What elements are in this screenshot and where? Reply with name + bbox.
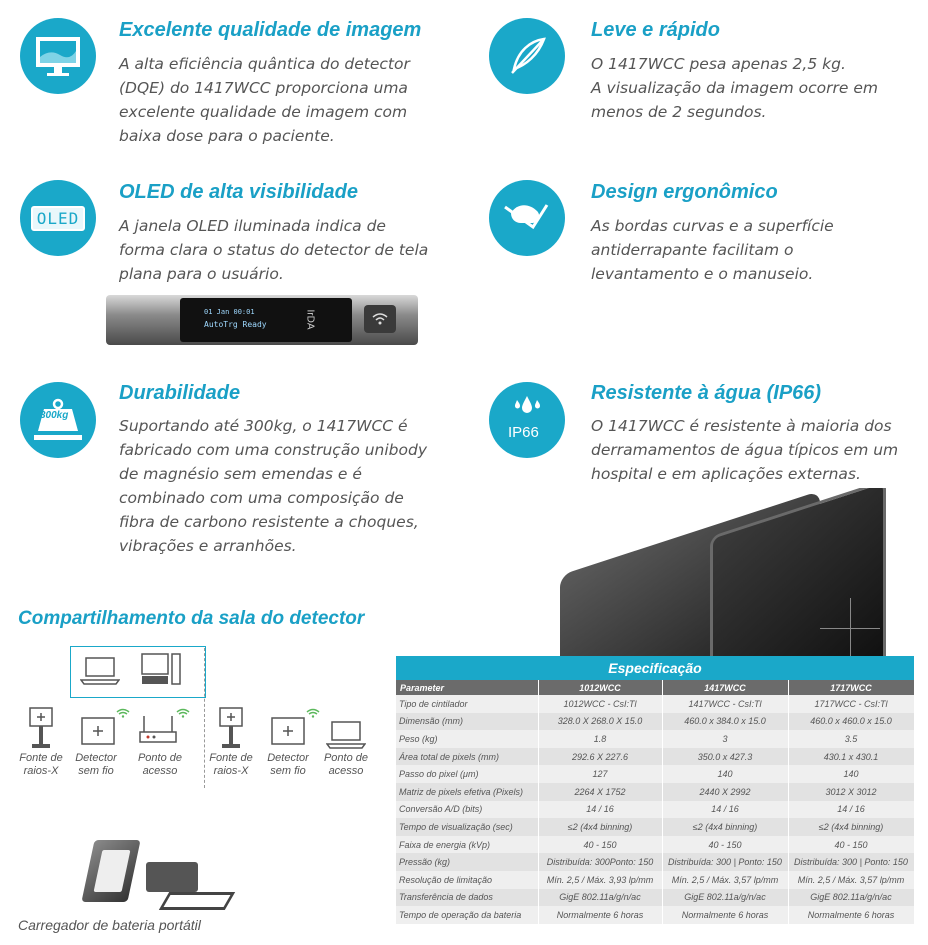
table-row — [396, 783, 914, 801]
value-cell: 1.8 — [538, 730, 662, 748]
diagram-label: Fonte de raios-X — [209, 752, 253, 777]
value-cell: GigE 802.11a/g/n/ac — [538, 889, 662, 907]
parameter-cell: Pressão (kg) — [396, 853, 538, 871]
value-cell: 460.0 x 460.0 x 15.0 — [788, 713, 914, 731]
feature-description: As bordas curvas e a superfície antiderrapante facilitam o levantamento e o manuseio. — [591, 217, 834, 283]
value-cell: 1012WCC - CsI:Tl — [538, 695, 662, 713]
hand-icon — [489, 180, 565, 256]
feature-title: OLED de alta visibilidade — [119, 181, 358, 203]
table-row — [396, 853, 914, 871]
feather-icon — [489, 18, 565, 94]
diagram-label: Fonte de raios-X — [19, 752, 63, 777]
feature-description: O 1417WCC pesa apenas 2,5 kg. A visualização da imagem ocorre em menos de 2 segundos. — [591, 55, 878, 121]
column-header: 1417WCC — [662, 680, 788, 695]
wifi-icon — [116, 708, 130, 718]
parameter-cell: Faixa de energia (kVp) — [396, 836, 538, 854]
value-cell: 350.0 x 427.3 — [662, 748, 788, 766]
parameter-cell: Resolução de limitação — [396, 871, 538, 889]
oled-window — [180, 298, 352, 342]
value-cell: 328.0 X 268.0 X 15.0 — [538, 713, 662, 731]
value-cell: GigE 802.11a/g/n/ac — [662, 889, 788, 907]
wifi-icon — [176, 708, 190, 718]
value-cell: GigE 802.11a/g/n/ac — [788, 889, 914, 907]
wifi-button-icon — [364, 305, 396, 333]
parameter-cell: Tempo de visualização (sec) — [396, 818, 538, 836]
value-cell: 40 - 150 — [662, 836, 788, 854]
value-cell: 14 / 16 — [538, 801, 662, 819]
specification-table — [396, 656, 914, 924]
oled-icon-text: OLED — [36, 208, 80, 228]
value-cell: Normalmente 6 horas — [538, 906, 662, 924]
table-row — [396, 818, 914, 836]
detector-icon — [270, 716, 306, 746]
value-cell: 1717WCC - CsI:Tl — [788, 695, 914, 713]
xray-source-icon — [26, 706, 56, 750]
table-row — [396, 906, 914, 924]
parameter-cell: Dimensão (mm) — [396, 713, 538, 731]
value-cell: ≤2 (4x4 binning) — [788, 818, 914, 836]
spec-title: Especificação — [396, 656, 914, 680]
oled-display-strip — [106, 295, 418, 345]
value-cell: 140 — [788, 765, 914, 783]
irda-label: IrDA — [304, 309, 316, 330]
value-cell: 140 — [662, 765, 788, 783]
monitor-icon — [20, 18, 96, 94]
value-cell: Distribuída: 300 | Ponto: 150 — [662, 853, 788, 871]
battery-charger-image — [80, 838, 240, 908]
table-row — [396, 713, 914, 731]
feature-title: Excelente qualidade de imagem — [119, 19, 422, 41]
column-header: 1717WCC — [788, 680, 914, 695]
value-cell: Mín. 2,5 / Máx. 3,57 lp/mm — [662, 871, 788, 889]
diagram-label: Detector sem fio — [267, 752, 309, 777]
workstation-icon — [138, 652, 184, 688]
charger-caption: Carregador de bateria portátil — [18, 917, 201, 933]
value-cell: Normalmente 6 horas — [788, 906, 914, 924]
value-cell: ≤2 (4x4 binning) — [538, 818, 662, 836]
parameter-cell: Transferência de dados — [396, 889, 538, 907]
oled-icon — [20, 180, 96, 256]
value-cell: 40 - 150 — [538, 836, 662, 854]
parameter-cell: Tipo de cintilador — [396, 695, 538, 713]
water-drop-icon — [489, 382, 565, 458]
parameter-cell: Área total de pixels (mm) — [396, 748, 538, 766]
detector-product-image — [550, 488, 928, 658]
parameter-cell: Peso (kg) — [396, 730, 538, 748]
value-cell: 14 / 16 — [662, 801, 788, 819]
column-header: Parameter — [396, 680, 538, 695]
laptop-icon — [326, 720, 366, 750]
table-row — [396, 695, 914, 713]
table-row — [396, 801, 914, 819]
wifi-icon — [306, 708, 320, 718]
value-cell: Mín. 2,5 / Máx. 3,57 lp/mm — [788, 871, 914, 889]
value-cell: ≤2 (4x4 binning) — [662, 818, 788, 836]
value-cell: Mín. 2,5 / Máx. 3,93 lp/mm — [538, 871, 662, 889]
feature-description: Suportando até 300kg, o 1417WCC é fabricado com uma construção unibody de magnésio sem emendas e é combinado com uma composição de fibra de carbono resistente a choques, vibrações e arranhões. — [119, 417, 428, 555]
table-row — [396, 836, 914, 854]
value-cell: 127 — [538, 765, 662, 783]
section-title: Compartilhamento da sala do detector — [18, 608, 365, 629]
feature-description: A alta eficiência quântica do detector (DQE) do 1417WCC proporciona uma excelente qualidade de imagem com baixa dose para o paciente. — [119, 55, 410, 145]
value-cell: 460.0 x 384.0 x 15.0 — [662, 713, 788, 731]
oled-line-1: 01 Jan 00:01 — [204, 308, 255, 316]
value-cell: Distribuída: 300Ponto: 150 — [538, 853, 662, 871]
table-row — [396, 889, 914, 907]
feature-description: O 1417WCC é resistente à maioria dos derramamentos de água típicos em um hospital e em aplicações externas. — [591, 417, 899, 483]
feature-title: Design ergonômico — [591, 181, 778, 203]
parameter-cell: Tempo de operação da bateria — [396, 906, 538, 924]
diagram-label: Ponto de acesso — [137, 752, 183, 777]
value-cell: Distribuída: 300 | Ponto: 150 — [788, 853, 914, 871]
laptop-icon — [80, 656, 120, 686]
oled-line-2: AutoTrg Ready — [204, 320, 267, 329]
access-point-icon — [138, 714, 178, 746]
weight-label: 300kg — [40, 410, 69, 421]
value-cell: 14 / 16 — [788, 801, 914, 819]
value-cell: 2264 X 1752 — [538, 783, 662, 801]
feature-description: A janela OLED iluminada indica de forma clara o status do detector de tela plana para o usuário. — [119, 217, 429, 283]
detector-icon — [80, 716, 116, 746]
feature-title: Durabilidade — [119, 382, 241, 404]
value-cell: 3 — [662, 730, 788, 748]
value-cell: 40 - 150 — [788, 836, 914, 854]
diagram-label: Detector sem fio — [75, 752, 117, 777]
value-cell: 3012 X 3012 — [788, 783, 914, 801]
parameter-cell: Conversão A/D (bits) — [396, 801, 538, 819]
column-header: 1012WCC — [538, 680, 662, 695]
spec-grid — [396, 680, 915, 924]
diagram-label: Ponto de acesso — [323, 752, 369, 777]
xray-source-icon — [216, 706, 246, 750]
value-cell: 2440 X 2992 — [662, 783, 788, 801]
table-row — [396, 748, 914, 766]
table-row — [396, 765, 914, 783]
weight-icon — [20, 382, 96, 458]
value-cell: 1417WCC - CsI:Tl — [662, 695, 788, 713]
parameter-cell: Matriz de pixels efetiva (Pixels) — [396, 783, 538, 801]
feature-title: Resistente à água (IP66) — [591, 382, 822, 404]
feature-title: Leve e rápido — [591, 19, 720, 41]
table-row — [396, 730, 914, 748]
value-cell: 430.1 x 430.1 — [788, 748, 914, 766]
ip66-label: IP66 — [508, 424, 539, 441]
value-cell: 3.5 — [788, 730, 914, 748]
table-row — [396, 871, 914, 889]
table-header-row — [396, 680, 914, 695]
value-cell: Normalmente 6 horas — [662, 906, 788, 924]
parameter-cell: Passo do pixel (μm) — [396, 765, 538, 783]
value-cell: 292.6 X 227.6 — [538, 748, 662, 766]
divider — [204, 648, 205, 788]
